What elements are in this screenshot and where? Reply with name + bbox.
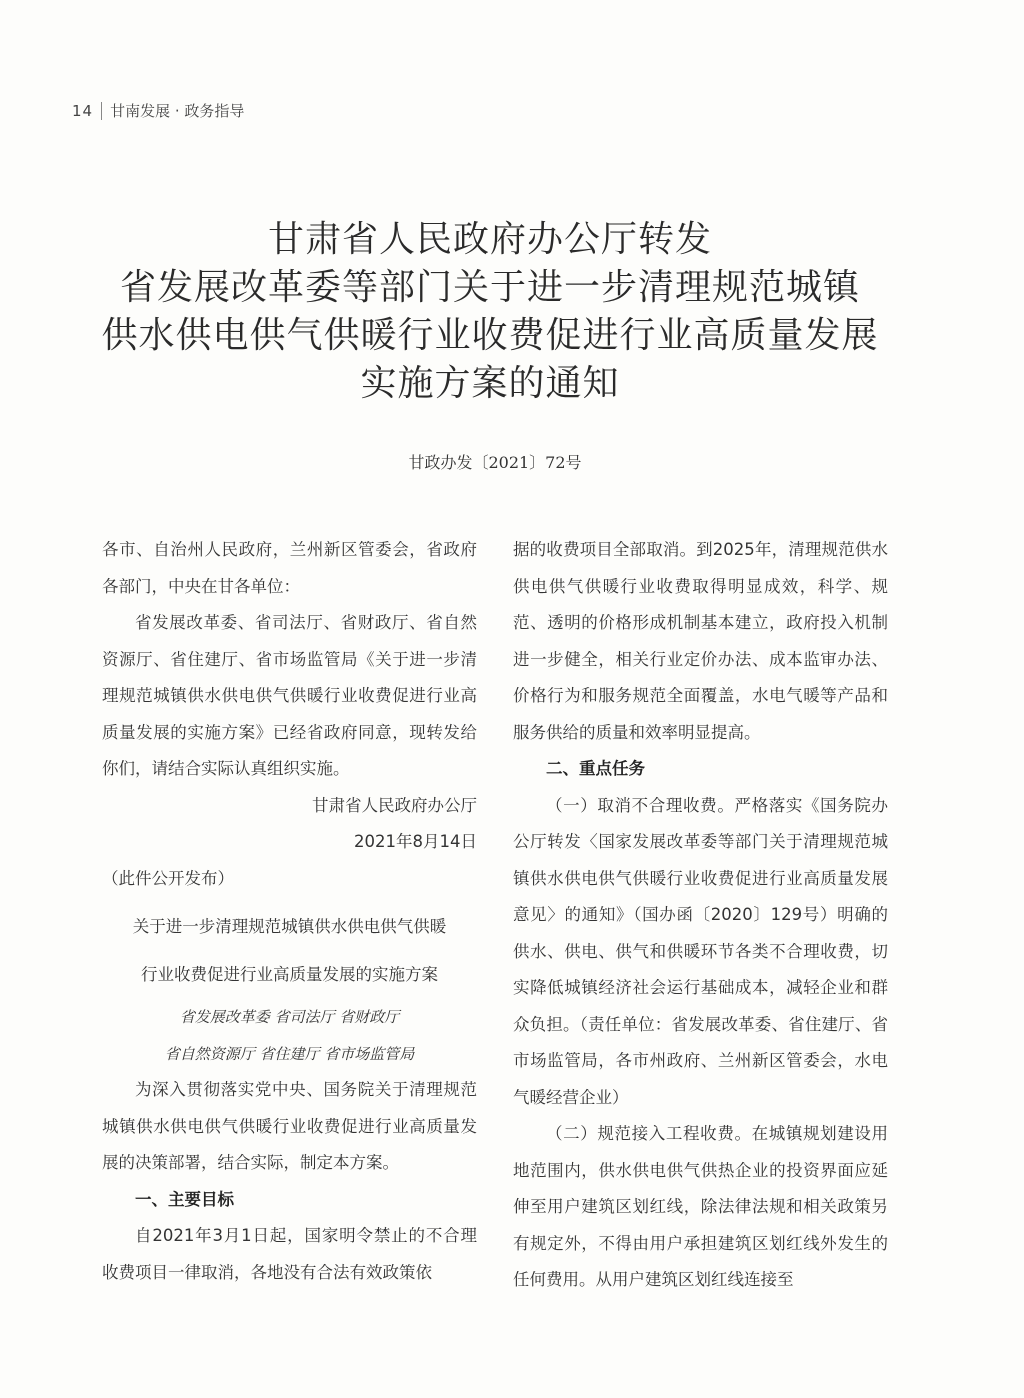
section-heading: 一、主要目标 — [135, 1189, 234, 1209]
departments: 省发展改革委 省司法厅 省财政厅 — [179, 1008, 400, 1026]
page-header — [72, 100, 244, 121]
title-line: 甘肃省人民政府办公厅转发 — [267, 219, 712, 260]
notice-body: 省发展改革委、省司法厅、省财政厅、省自然资源厅、省住建厅、省市场监管局《关于进一步清理规范城镇供水供电供气供暖行业收费促进行业高质量发展的实施方案》已经省政府同意，现转发给你们，请结合实际认真组织实施。 — [102, 613, 477, 778]
continued-paragraph: 据的收费项目全部取消。到2025年，清理规范供水供电供气供暖行业收费取得明显成效，科学、规范、透明的价格形成机制基本建立，政府投入机制进一步健全，相关行业定价办法、成本监审办法、价格行为和服务规范全面覆盖，水电气暖等产品和服务供给的质量和效率明显提高。 — [513, 540, 888, 742]
task-item: （二）规范接入工程收费。在城镇规划建设用地范围内，供水供电供气供热企业的投资界面应延伸至用户建筑区划红线，除法律法规和相关政策另有规定外，不得由用户承担建筑区划红线外发生的任何费用。从用户建筑区划红线连接至 — [513, 1124, 888, 1289]
section-heading: 二、重点任务 — [546, 759, 645, 778]
departments: 省自然资源厅 省住建厅 省市场监管局 — [164, 1044, 415, 1063]
plan-title: 关于进一步清理规范城镇供水供电供气供暖 — [132, 917, 447, 936]
document-number: 甘政办发〔2021〕72号 — [408, 453, 582, 472]
title-line: 省发展改革委等部门关于进一步清理规范城镇 — [119, 267, 860, 308]
document-title — [80, 216, 900, 408]
addressee: 各市、自治州人民政府，兰州新区管委会，省政府各部门，中央在甘各单位： — [102, 540, 477, 596]
issue-date: 2021年8月14日 — [354, 832, 477, 851]
task-item: （一）取消不合理收费。严格落实《国务院办公厅转发〈国家发展改革委等部门关于清理规范城镇供水供电供气供暖行业收费促进行业高质量发展意见〉的通知》（国办函〔2020〕129号）明确的供水、供电、供气和供暖环节各类不合理收费，切实降低城镇经济社会运行基础成本，减轻企业和群众负担。（责任单位：省发展改革委、省住建厅、省市场监管局，各市州政府、兰州新区管委会，水电气暖经营企业） — [513, 795, 888, 1107]
right-column — [513, 532, 888, 1299]
section-text: 自2021年3月1日起，国家明令禁止的不合理收费项目一律取消，各地没有合法有效政策依 — [102, 1226, 477, 1282]
title-line: 供水供电供气供暖行业收费促进行业高质量发展 — [101, 315, 879, 356]
left-column — [102, 532, 477, 1291]
title-line: 实施方案的通知 — [360, 363, 620, 404]
page-number: 14 — [72, 101, 94, 120]
journal-name: 甘南发展 · 政务指导 — [110, 102, 245, 120]
header-divider — [101, 102, 102, 120]
plan-intro: 为深入贯彻落实党中央、国务院关于清理规范城镇供水供电供气供暖行业收费促进行业高质量发展的决策部署，结合实际，制定本方案。 — [102, 1080, 477, 1172]
signature: 甘肃省人民政府办公厅 — [312, 795, 477, 815]
plan-title: 行业收费促进行业高质量发展的实施方案 — [141, 965, 438, 984]
publication-note: （此件公开发布） — [102, 868, 234, 888]
